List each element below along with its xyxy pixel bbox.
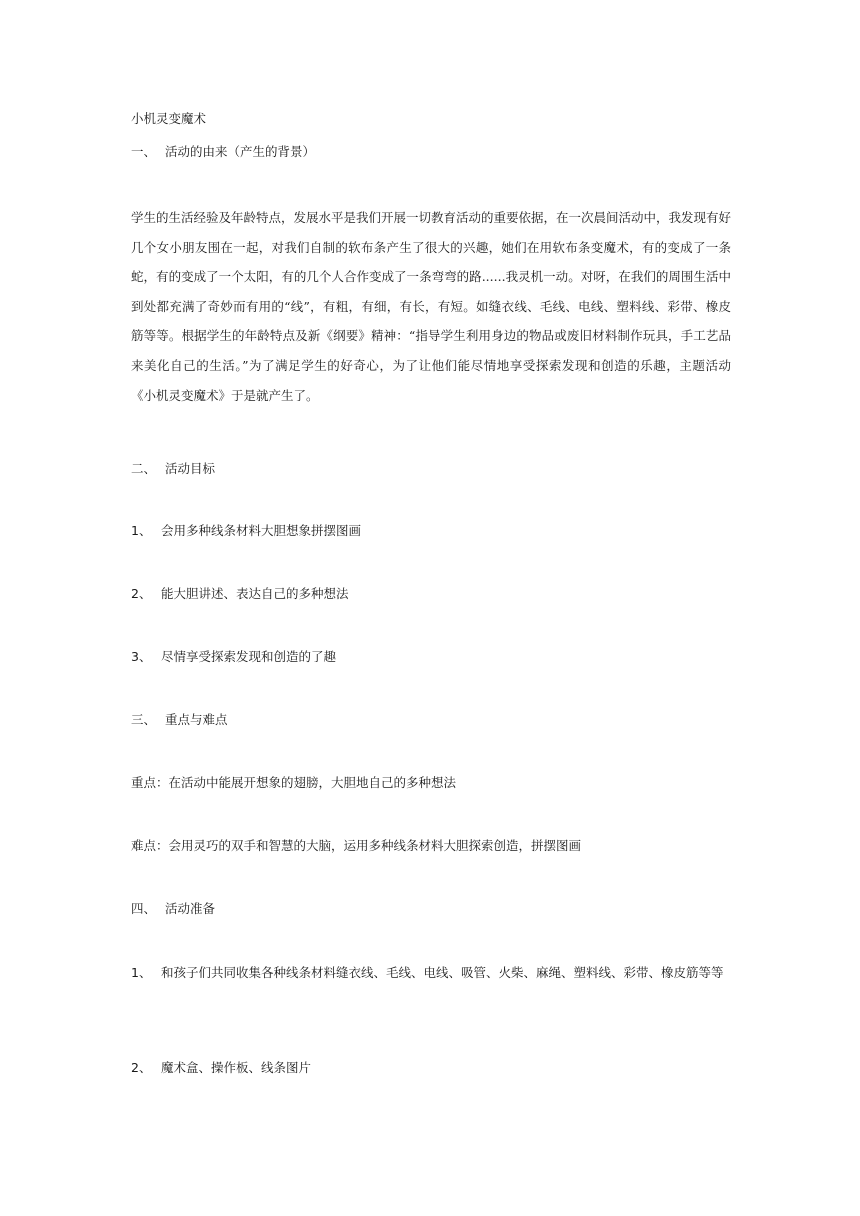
list-number: 1、 bbox=[131, 523, 152, 538]
section-number: 三、 bbox=[131, 712, 157, 727]
goal-text: 能大胆讲述、表达自己的多种想法 bbox=[161, 586, 349, 601]
preparation-text: 和孩子们共同收集各种线条材料缝衣线、毛线、电线、吸管、火柴、麻绳、塑料线、彩带、橡皮筋等等 bbox=[161, 965, 724, 980]
section-heading-2 bbox=[131, 460, 215, 478]
difficulty-text: 难点：会用灵巧的双手和智慧的大脑，运用多种线条材料大胆探索创造，拼摆图画 bbox=[131, 838, 582, 853]
section-number: 一、 bbox=[131, 144, 157, 159]
list-number: 2、 bbox=[131, 1060, 152, 1075]
background-paragraph: 学生的生活经验及年龄特点，发展水平是我们开展一切教育活动的重要依据，在一次晨间活动中，我发现有好几个女小朋友围在一起，对我们自制的软布条产生了很大的兴趣，她们在用软布条变魔术，有的变成了一条蛇，有的变成了一个太阳，有的几个人合作变成了一条弯弯的路......我灵机一动。对呀，在我们的周围生活中到处都充满了奇妙而有用的“线”，有粗，有细，有长，有短。如缝衣线、毛线、电线、塑料线、彩带、橡皮筋等等。根据学生的年龄特点及新《纲要》精神：“指导学生利用身边的物品或废旧材料制作玩具，手工艺品来美化自己的生活。”为了满足学生的好奇心，为了让他们能尽情地享受探索发现和创造的乐趣，主题活动《小机灵变魔术》于是就产生了。 bbox=[131, 210, 732, 403]
list-number: 2、 bbox=[131, 586, 152, 601]
section-title: 活动的由来（产生的背景） bbox=[165, 144, 316, 159]
document-title: 小机灵变魔术 bbox=[131, 111, 207, 126]
preparation-item-2 bbox=[131, 1059, 311, 1077]
goal-item-1 bbox=[131, 522, 361, 540]
goal-item-2 bbox=[131, 585, 349, 603]
list-number: 3、 bbox=[131, 649, 152, 664]
section-title: 活动目标 bbox=[165, 461, 216, 476]
section-number: 二、 bbox=[131, 461, 157, 476]
goal-text: 尽情享受探索发现和创造的了趣 bbox=[161, 649, 337, 664]
key-point-text: 重点：在活动中能展开想象的翅膀，大胆地自己的多种想法 bbox=[131, 775, 457, 790]
section-title: 重点与难点 bbox=[165, 712, 228, 727]
goal-item-3 bbox=[131, 648, 336, 666]
section-title: 活动准备 bbox=[165, 901, 216, 916]
preparation-item-1 bbox=[131, 958, 731, 988]
section-heading-1 bbox=[131, 143, 315, 161]
preparation-text: 魔术盒、操作板、线条图片 bbox=[161, 1060, 312, 1075]
list-number: 1、 bbox=[131, 965, 152, 980]
section-heading-4 bbox=[131, 900, 215, 918]
goal-text: 会用多种线条材料大胆想象拼摆图画 bbox=[161, 523, 362, 538]
section-number: 四、 bbox=[131, 901, 157, 916]
section-heading-3 bbox=[131, 711, 228, 729]
